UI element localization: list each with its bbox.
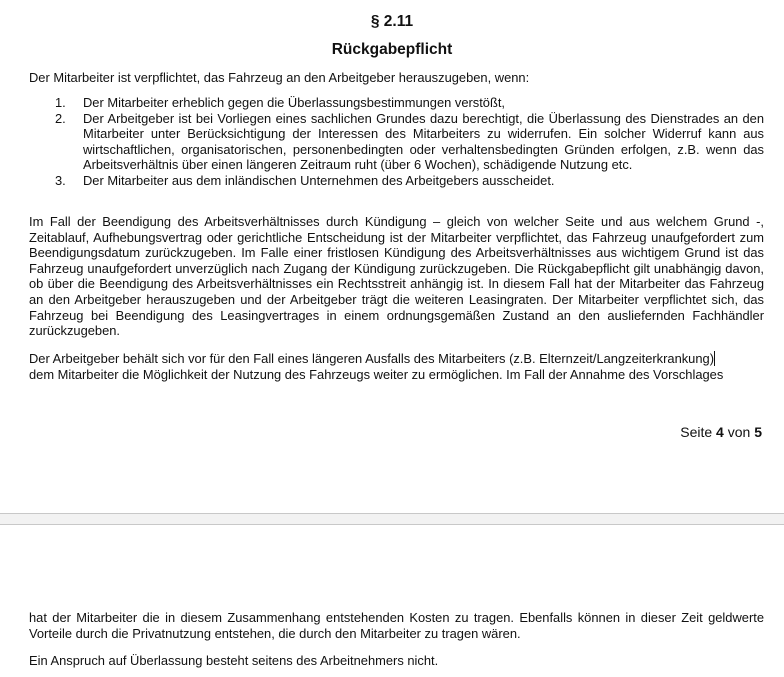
list-item-number: 3. xyxy=(55,172,66,188)
page-label: Seite xyxy=(680,424,713,440)
text-cursor xyxy=(714,351,715,366)
section-number: § 2.11 xyxy=(370,13,414,30)
list-item-text: Der Arbeitgeber ist bei Vorliegen eines sachlichen Grundes dazu berechtigt, die Überlassung des Dienstrades an den Mitarbeiter unter Berücksichtigung der Interessen des Mitarbeiters zu widerrufen. Ein solcher Widerruf kann aus wirtschaftlichen, organisatorischen, personenbedingten oder verhaltensbedingten Gründen erfolgen, z.B. wenn das Arbeitsverhältnis über einen längeren Zeitraum ruht (über 6 Wochen), schädigende Nutzung etc. xyxy=(83,110,764,173)
total-pages-number: 5 xyxy=(754,424,762,440)
list-item xyxy=(29,111,764,173)
employer-paragraph[interactable] xyxy=(29,351,764,382)
obligations-list xyxy=(29,95,764,189)
list-item-text: Der Mitarbeiter erheblich gegen die Überlassungsbestimmungen verstößt, xyxy=(83,95,506,110)
termination-paragraph: Im Fall der Beendigung des Arbeitsverhältnisses durch Kündigung – gleich von welcher Seite und aus welchem Grund -, Zeitablauf, Aufhebungsvertrag oder gerichtliche Entscheidung ist der Mitarbeiter verpflichtet, das Fahrzeug unaufgefordert zum Beendigungsdatum zurückzugeben. Im Falle einer fristlosen Kündigung des Arbeitsverhältnisses aus wichtigem Grund ist das Fahrzeug unaufgefordert unverzüglich nach Zugang der Kündigung zurückzugeben. Die Rückgabepflicht gilt unabhängig davon, ob über die Beendigung des Arbeitsverhältnisses ein Rechtsstreit anhängig ist. In diesem Fall hat der Mitarbeiter das Fahrzeug an den Arbeitgeber herauszugeben und der Arbeitgeber trägt die weiteren Leasingraten. Der Mitarbeiter verpflichtet sich, das Fahrzeug bei Beendigung des Leasingvertrages in einem ordnungsgemäßen Zustand an den ausliefernden Fachhändler zurückzugeben. xyxy=(29,214,764,339)
section-title: Rückgabepflicht xyxy=(331,41,453,58)
intro-paragraph: Der Mitarbeiter ist verpflichtet, das Fahrzeug an den Arbeitgeber herauszugeben, wenn: xyxy=(29,70,530,85)
list-item-text: Der Mitarbeiter aus dem inländischen Unternehmen des Arbeitgebers ausscheidet. xyxy=(83,172,555,188)
claim-paragraph: Ein Anspruch auf Überlassung besteht seitens des Arbeitnehmers nicht. xyxy=(29,653,439,668)
list-item xyxy=(29,95,764,111)
employer-paragraph-line-1: Der Arbeitgeber behält sich vor für den Fall eines längeren Ausfalls des Mitarbeiters (z.B. Elternzeit/Langzeiterkrankung) xyxy=(29,351,714,366)
current-page-number: 4 xyxy=(716,424,724,440)
costs-paragraph: hat der Mitarbeiter die in diesem Zusammenhang entstehenden Kosten zu tragen. Ebenfalls können in dieser Zeit geldwerte Vorteile durch die Privatnutzung entstehen, die durch den Mitarbeiter zu tragen wären. xyxy=(29,610,764,641)
employer-paragraph-line-2: dem Mitarbeiter die Möglichkeit der Nutzung des Fahrzeugs weiter zu ermöglichen. Im Fall der Annahme des Vorschlages xyxy=(29,366,724,382)
list-item-number: 1. xyxy=(55,95,66,110)
list-item xyxy=(29,173,764,189)
list-item-number: 2. xyxy=(55,110,66,126)
page-number-footer xyxy=(680,424,762,440)
page-of-label: von xyxy=(727,424,751,440)
page-separator xyxy=(0,513,784,525)
